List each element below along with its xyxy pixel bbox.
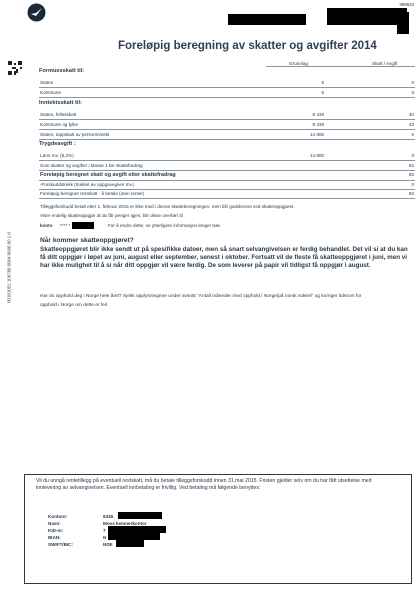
konto-label: konto — [40, 223, 53, 228]
payment-value-swift: NDE — [103, 542, 113, 547]
abroad-note: Har du opphold deg i Norge hele året? Sjekk opplysningene under avsnitt "Antall måneder med opphold i Norge/på norsk sokkel" og korriger tidsrom for opphold i Norge om dette er feil. — [40, 294, 362, 309]
section-heading-inntektsskatt: Inntektsskatt til: — [39, 100, 82, 106]
info-line-1: Tilleggsforskudd betalt etter 1. februar 2015 er ikke med i denne skatteberegningen, men blir godskrevet ved skatteoppgjøret. — [40, 204, 295, 209]
qr-code-icon — [8, 61, 22, 75]
column-header-skatt: Skatt / Avgift — [372, 61, 398, 66]
section-heading-formuesskatt: Formuesskatt til: — [39, 68, 85, 74]
when-body: Skatteoppgjøret blir ikke sendt ut på spesifikke datoer, men så snart selvangivelsen er ferdig behandlet. Det vil si at du kan få ditt oppgjør i løpet av juni, august eller september, senest i oktober. Fortsatt vil de fleste få skatteoppgjøret i juni, men vi har ikke mulighet til å si når ditt oppgjør vil være ferdig. De som leverer på papir vil tidligst få oppgjør i august. — [40, 246, 408, 269]
payment-label-iban: IBAN: — [48, 535, 61, 540]
row-label: Kommune — [40, 90, 61, 95]
payment-value-navn: Moss kemnerkontor — [103, 521, 147, 526]
when-heading: Når kommer skatteoppgjøret? — [40, 237, 134, 244]
grunnlag-value: 8 439 — [312, 112, 324, 117]
payment-label-kontonr: Kontonr: — [48, 514, 68, 519]
column-header-rule — [266, 66, 415, 67]
row-label: Staten, toppskatt av personinntekt — [40, 132, 110, 137]
skatt-value: 0 — [411, 90, 414, 95]
payment-value-kid: 7 — [103, 528, 106, 533]
row-rule — [39, 97, 415, 98]
skatt-value: 43 — [408, 122, 414, 127]
row-rule — [39, 129, 415, 130]
row-rule — [39, 87, 415, 88]
row-label: Staten, fellesskatt — [40, 112, 77, 117]
forskudd-value: 0 — [411, 182, 414, 187]
grunnlag-value: 5 — [321, 80, 324, 85]
redacted-small — [397, 12, 409, 34]
skatt-value: 40 — [408, 112, 414, 117]
info-line-2: Viser endelig skatteoppgjør at du får penger igjen, blir disse overført til — [40, 213, 183, 218]
redacted-konto — [72, 222, 94, 229]
row-rule — [39, 160, 415, 161]
document-number: 398923 — [399, 2, 414, 7]
beregnet-label: Foreløpig beregnet skatt og avgift etter skattefradrag — [40, 172, 176, 178]
redacted-name — [228, 14, 306, 25]
side-code: 00181001 106789 0004 0000 00 1 0 — [6, 232, 12, 303]
row-rule — [39, 198, 415, 199]
section-heading-trygdeavgift: Trygdeavgift : — [39, 141, 76, 147]
redacted-swift — [116, 540, 144, 547]
payment-value-iban: N — [103, 535, 107, 540]
page-title: Foreløpig beregning av skatter og avgifter 2014 — [118, 40, 377, 52]
restskatt-value: 83 — [408, 191, 414, 196]
row-rule — [39, 189, 415, 190]
grunnlag-value: 5 — [321, 90, 324, 95]
konto-value: **** * — [60, 223, 71, 228]
restskatt-label: Foreløpig beregnet restskatt - å betale (uten renter) — [40, 191, 145, 196]
skatt-value: 0 — [411, 80, 414, 85]
grunnlag-value: 14 805 — [309, 132, 324, 137]
row-label: Kommune og fylke — [40, 122, 79, 127]
row-rule — [39, 170, 415, 171]
sum-label: Sum skatter og avgifter i klasse 1 før skattefradrag — [40, 163, 143, 168]
payment-value-kontonr: 6345 — [103, 514, 114, 519]
payment-label-navn: Navn: — [48, 521, 61, 526]
row-rule — [39, 139, 415, 140]
skatt-value: 0 — [411, 132, 414, 137]
row-rule — [39, 119, 415, 120]
redacted-iban — [108, 533, 160, 540]
redacted-id — [327, 8, 407, 25]
konto-text: For å endre dette, se ytterligere informasjon lenger bak. — [108, 223, 222, 228]
column-header-grunnlag: Grunnlag — [289, 61, 308, 66]
redacted-kid — [108, 526, 166, 533]
row-label: Lønn mv. (8,2%) — [40, 153, 74, 158]
payment-intro: Vil du unngå rentetillegg på eventuell restskatt, må du betale tilleggsforskudd innen 31.mai 2015. Fristen gjelder selv om du har fått utsettelse med innlevering av selvangivelsen. Eventuell innbetaling er frivillig. Ved betaling må følgende benyttes: — [36, 478, 372, 492]
row-label: Staten — [40, 80, 54, 85]
skatt-value: 0 — [411, 153, 414, 158]
grunnlag-value: 8 439 — [312, 122, 324, 127]
logo-icon — [27, 3, 46, 22]
row-rule — [39, 180, 415, 181]
payment-label-kid: KID-nr: — [48, 528, 64, 533]
redacted-kontonr — [118, 512, 162, 519]
forskudd-label: -Forskuddstrekk (trukket av oppgavegiver mv.) — [40, 182, 135, 187]
beregnet-value: 83 — [408, 172, 414, 177]
payment-label-swift: SWIFT/BIC: — [48, 542, 74, 547]
sum-value: 83 — [408, 163, 414, 168]
grunnlag-value: 14 805 — [309, 153, 324, 158]
